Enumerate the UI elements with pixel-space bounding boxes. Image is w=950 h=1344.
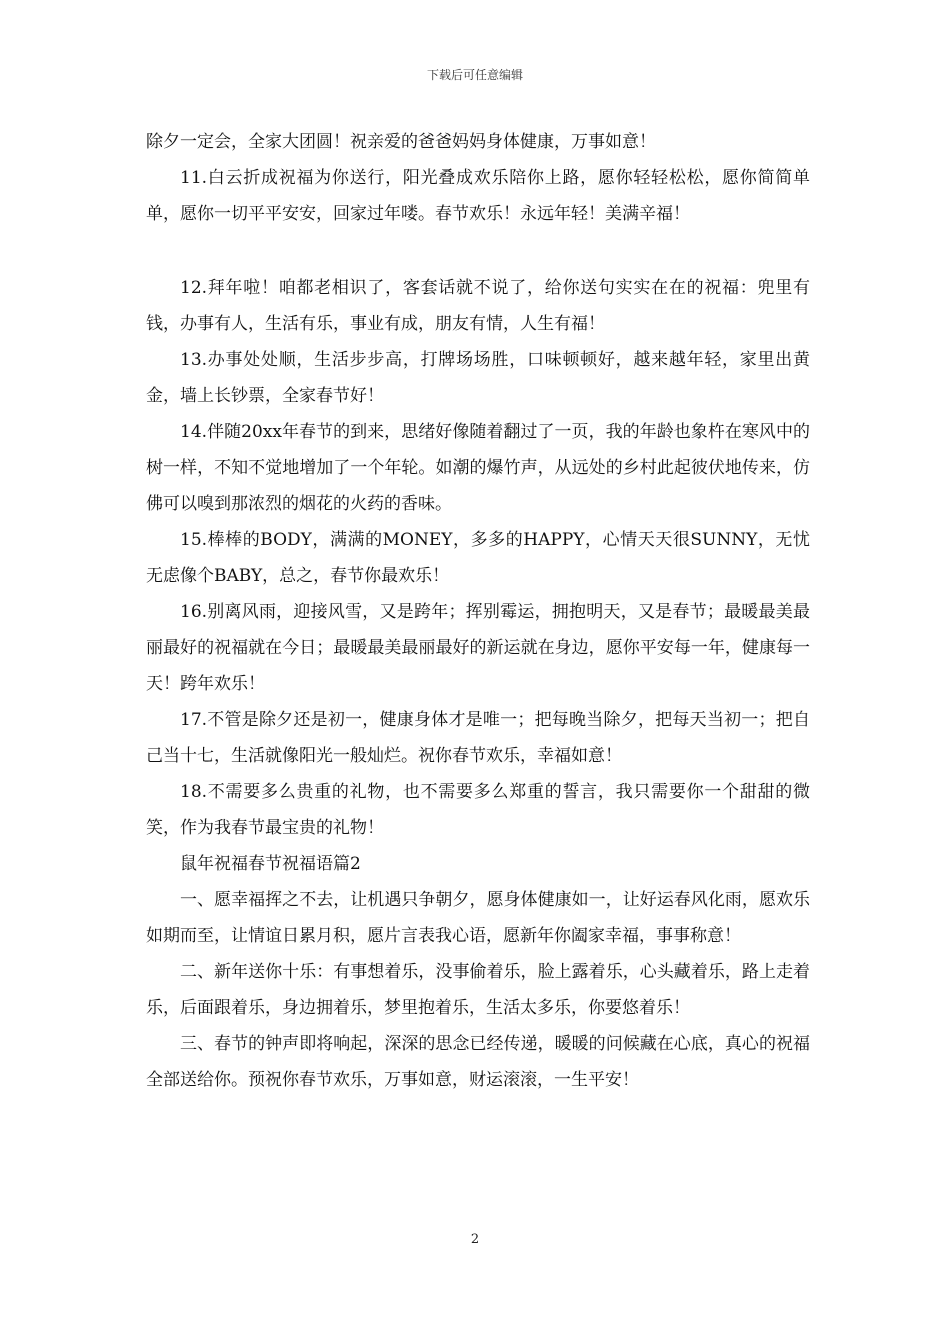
paragraph: 鼠年祝福春节祝福语篇2	[180, 854, 361, 874]
page-number: 2	[470, 1232, 480, 1247]
paragraph: 14.伴随20xx年春节的到来，思绪好像随着翻过了一页，我的年龄也象杵在寒风中的树一样，不知不觉地增加了一个年轮。如潮的爆竹声，从远处的乡村此起彼伏地传来，仿佛可以嗅到那浓烈的烟花的火药的香味。	[146, 422, 810, 514]
paragraph: 一、愿幸福挥之不去，让机遇只争朝夕，愿身体健康如一，让好运春风化雨，愿欢乐如期而至，让情谊日累月积，愿片言表我心语，愿新年你阖家幸福，事事称意！	[146, 890, 810, 946]
paragraph: 12.拜年啦！咱都老相识了，客套话就不说了，给你送句实实在在的祝福：兜里有钱，办事有人，生活有乐，事业有成，朋友有情，人生有福！	[146, 278, 810, 334]
page-header: 下载后可任意编辑	[426, 68, 523, 82]
document-body	[146, 124, 810, 1098]
paragraph: 三、春节的钟声即将响起，深深的思念已经传递，暖暖的问候藏在心底，真心的祝福全部送给你。预祝你春节欢乐，万事如意，财运滚滚，一生平安！	[146, 1034, 810, 1090]
paragraph: 15.棒棒的BODY，满满的MONEY，多多的HAPPY，心情天天很SUNNY，无忧无虑像个BABY，总之，春节你最欢乐！	[146, 530, 810, 586]
paragraph: 17.不管是除夕还是初一，健康身体才是唯一；把每晚当除夕，把每天当初一；把自己当十七，生活就像阳光一般灿烂。祝你春节欢乐，幸福如意！	[146, 710, 810, 766]
paragraph: 除夕一定会，全家大团圆！祝亲爱的爸爸妈妈身体健康，万事如意！	[146, 132, 656, 152]
paragraph-spacer	[146, 232, 810, 270]
paragraph: 13.办事处处顺，生活步步高，打牌场场胜，口味顿顿好，越来越年轻，家里出黄金，墙上长钞票，全家春节好！	[146, 350, 810, 406]
paragraph: 11.白云折成祝福为你送行，阳光叠成欢乐陪你上路，愿你轻轻松松，愿你简简单单，愿你一切平平安安，回家过年喽。春节欢乐！永远年轻！美满辛福！	[146, 168, 810, 224]
paragraph: 18.不需要多么贵重的礼物，也不需要多么郑重的誓言，我只需要你一个甜甜的微笑，作为我春节最宝贵的礼物！	[146, 782, 810, 838]
paragraph: 16.别离风雨，迎接风雪，又是跨年；挥别霉运，拥抱明天，又是春节；最暖最美最丽最好的祝福就在今日；最暖最美最丽最好的新运就在身边，愿你平安每一年，健康每一天！跨年欢乐！	[146, 602, 810, 694]
paragraph: 二、新年送你十乐：有事想着乐，没事偷着乐，脸上露着乐，心头藏着乐，路上走着乐，后面跟着乐，身边拥着乐，梦里抱着乐，生活太多乐，你要悠着乐！	[146, 962, 810, 1018]
